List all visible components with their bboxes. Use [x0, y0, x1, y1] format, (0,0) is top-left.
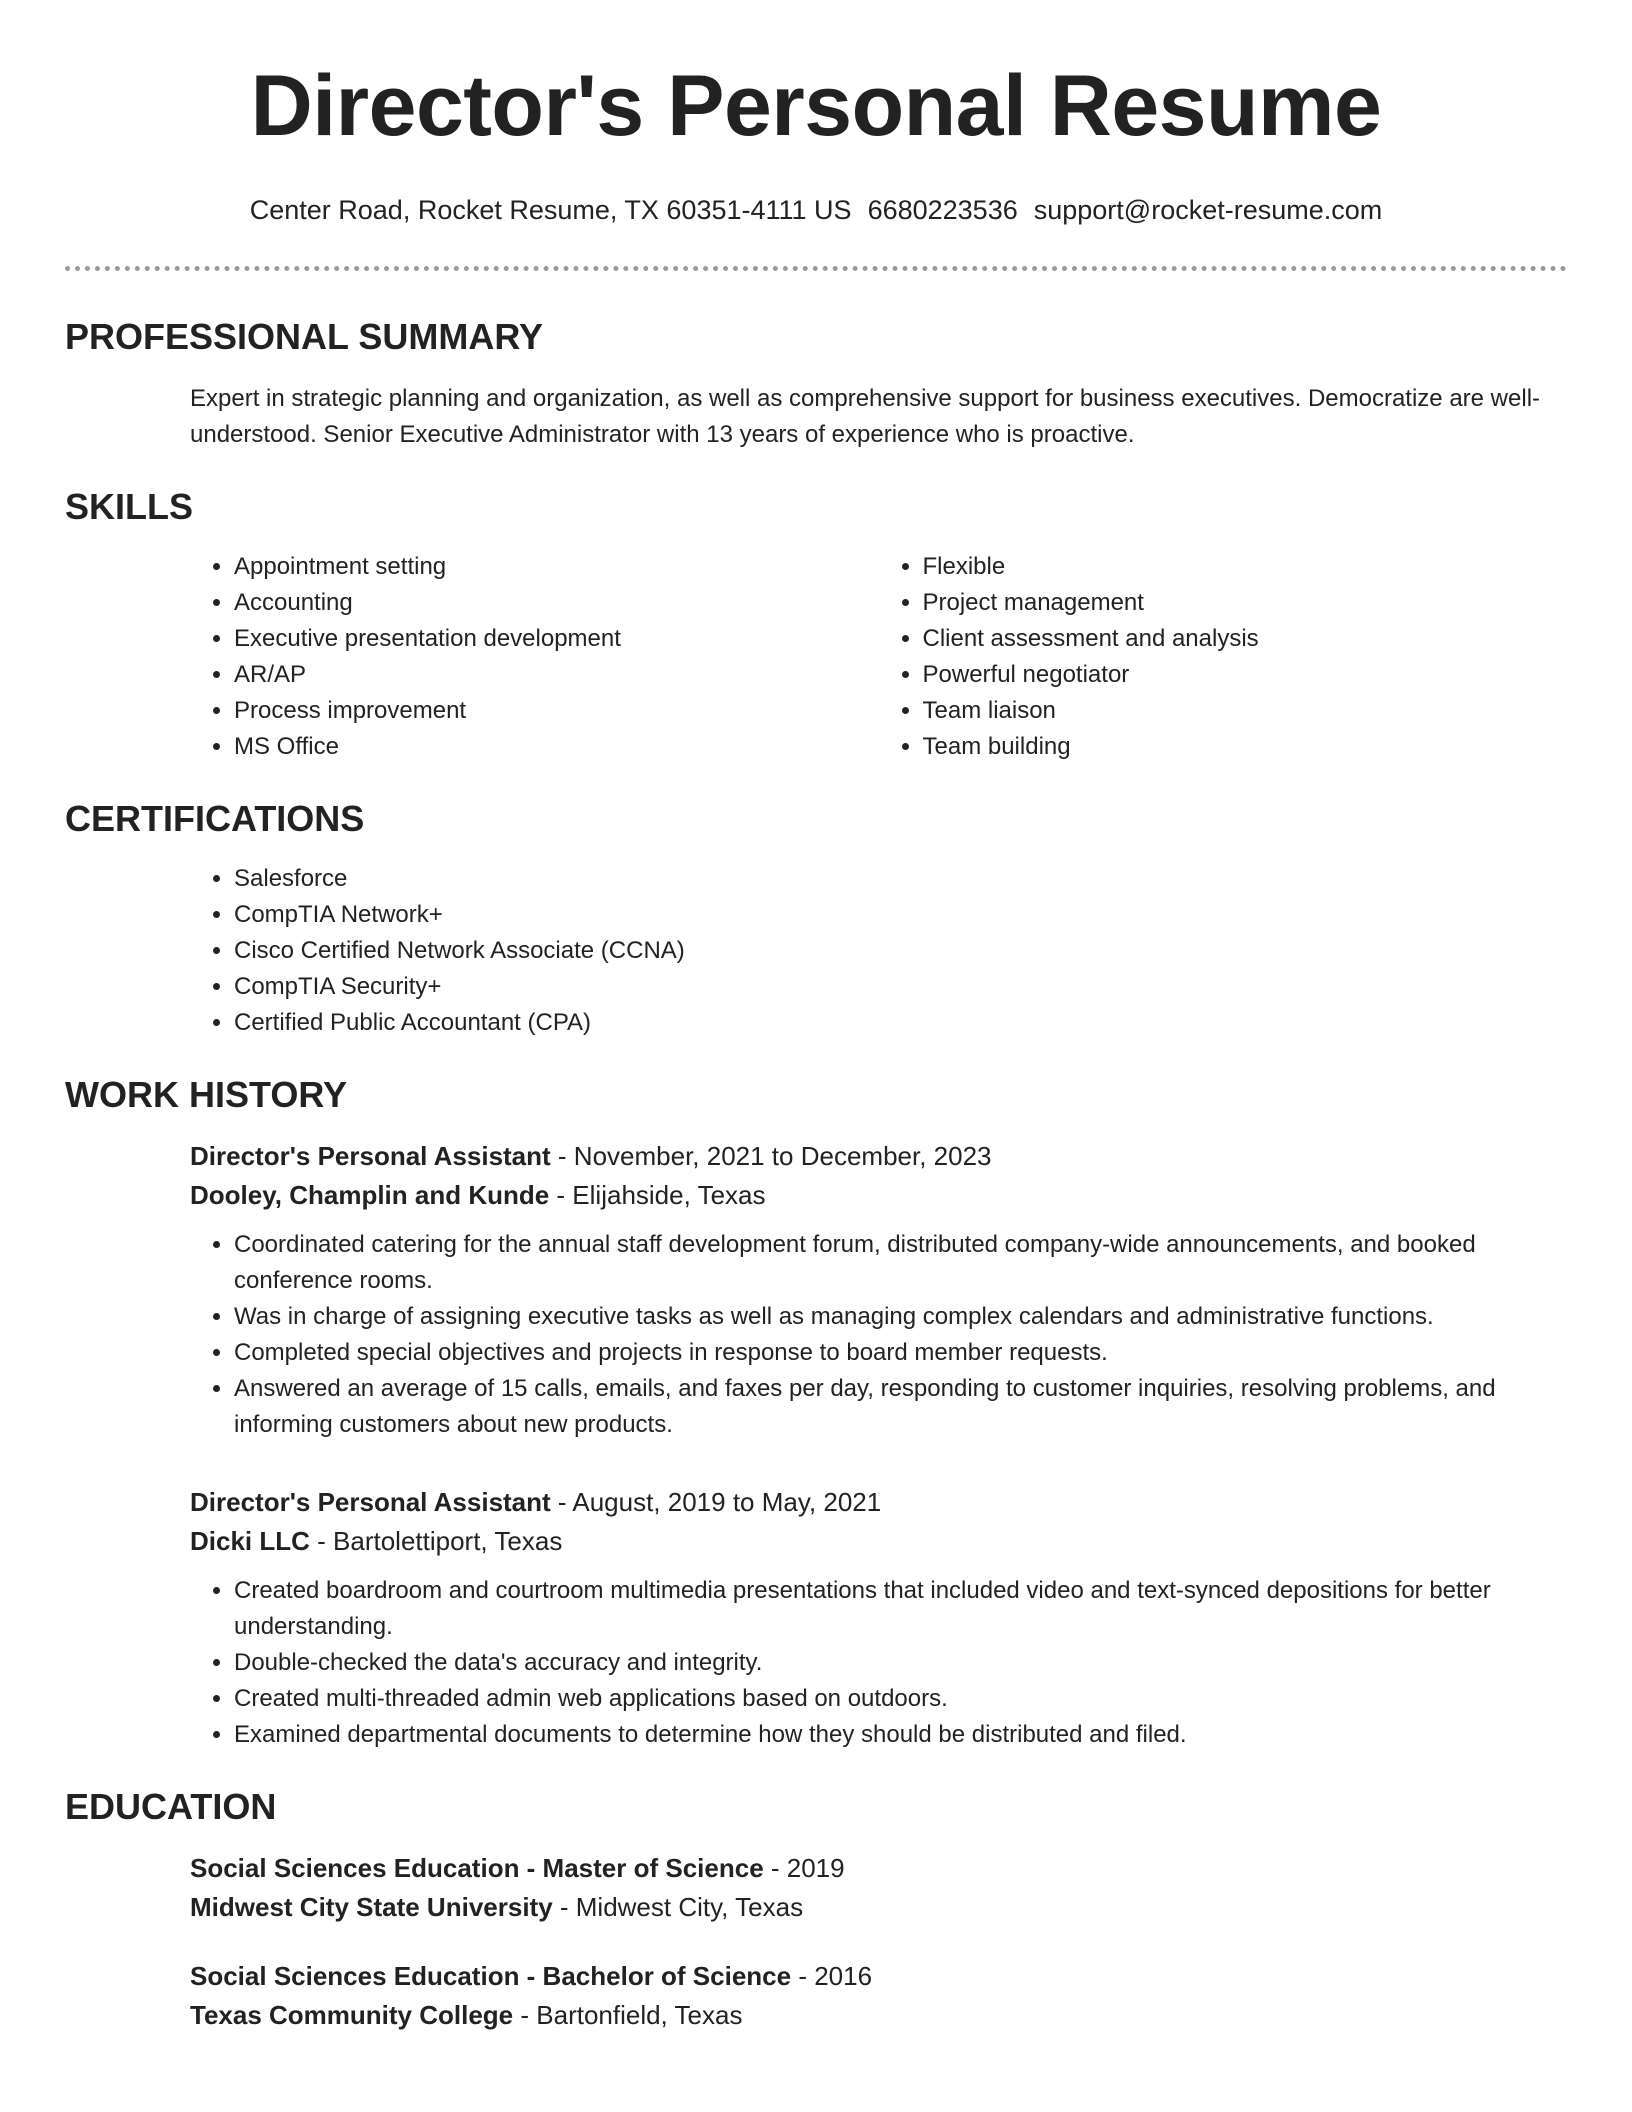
job-bullet: • Was in charge of assigning executive tasks as well as managing complex calendars and administrative functions.	[234, 1299, 1567, 1335]
education-entry	[190, 1849, 1567, 1927]
resume-name: Director's Personal Resume	[250, 58, 1382, 154]
certification-item: • Certified Public Accountant (CPA)	[234, 1005, 1567, 1041]
job-bullets	[190, 1573, 1567, 1753]
skill-item: • Executive presentation development	[234, 621, 879, 657]
education-title: EDUCATION	[65, 1786, 277, 1827]
job-bullet: • Created multi-threaded admin web applications based on outdoors.	[234, 1681, 1567, 1717]
education-location: - Bartonfield, Texas	[513, 2000, 743, 2030]
skill-item: • Team building	[923, 729, 1568, 765]
skill-item: • Project management	[923, 585, 1568, 621]
skills-list-right	[879, 549, 1568, 765]
job-company-line	[190, 1176, 1567, 1215]
summary-section	[65, 315, 1567, 453]
education-degree-line	[190, 1849, 1567, 1888]
certification-item: • CompTIA Network+	[234, 897, 1567, 933]
education-degree: Social Sciences Education - Master of Science	[190, 1853, 764, 1883]
job-location: - Elijahside, Texas	[549, 1180, 766, 1210]
skills-section	[65, 485, 1567, 765]
skill-item: • Flexible	[923, 549, 1568, 585]
job-entry	[190, 1137, 1567, 1443]
education-degree-line	[190, 1957, 1567, 1996]
job-role: Director's Personal Assistant	[190, 1487, 551, 1517]
skill-item: • Team liaison	[923, 693, 1568, 729]
skill-item: • Accounting	[234, 585, 879, 621]
education-entry	[190, 1957, 1567, 2035]
job-bullet: • Double-checked the data's accuracy and integrity.	[234, 1645, 1567, 1681]
skills-title: SKILLS	[65, 486, 194, 527]
job-bullet: • Completed special objectives and projects in response to board member requests.	[234, 1335, 1567, 1371]
job-dates: - August, 2019 to May, 2021	[550, 1487, 882, 1517]
job-bullet: • Answered an average of 15 calls, emails, and faxes per day, responding to customer inquiries, resolving problems, and informing customers about new products.	[234, 1371, 1567, 1443]
summary-text: Expert in strategic planning and organization, as well as comprehensive support for business executives. Democratize are well-understood. Senior Executive Administrator with 13 years of experience who is proactive.	[190, 385, 1541, 448]
job-bullet: • Coordinated catering for the annual staff development forum, distributed company-wide announcements, and booked conference rooms.	[234, 1227, 1567, 1299]
contact-phone: 6680223536	[867, 195, 1018, 225]
contact-email: support@rocket-resume.com	[1033, 195, 1383, 225]
skills-list-left	[190, 549, 879, 765]
skill-item: • Process improvement	[234, 693, 879, 729]
skill-item: • AR/AP	[234, 657, 879, 693]
education-school-line	[190, 1996, 1567, 2035]
skill-item: • Client assessment and analysis	[923, 621, 1568, 657]
education-school: Midwest City State University	[190, 1892, 553, 1922]
education-year: - 2016	[791, 1961, 873, 1991]
job-company: Dooley, Champlin and Kunde	[190, 1180, 550, 1210]
education-location: - Midwest City, Texas	[552, 1892, 804, 1922]
job-role: Director's Personal Assistant	[190, 1141, 551, 1171]
certifications-section	[65, 797, 1567, 1041]
job-company: Dicki LLC	[190, 1526, 310, 1556]
work-history-section	[65, 1073, 1567, 1753]
job-location: - Bartolettiport, Texas	[309, 1526, 563, 1556]
job-role-line	[190, 1137, 1567, 1176]
skill-item: • Appointment setting	[234, 549, 879, 585]
job-entry	[190, 1483, 1567, 1753]
header-divider	[65, 266, 1567, 271]
education-degree: Social Sciences Education - Bachelor of Science	[190, 1961, 792, 1991]
certifications-title: CERTIFICATIONS	[65, 798, 365, 839]
job-bullet: • Examined departmental documents to determine how they should be distributed and filed.	[234, 1717, 1567, 1753]
certifications-list	[190, 861, 1567, 1041]
education-school-line	[190, 1888, 1567, 1927]
education-section	[65, 1785, 1567, 2035]
certification-item: • CompTIA Security+	[234, 969, 1567, 1005]
education-school: Texas Community College	[190, 2000, 514, 2030]
summary-title: PROFESSIONAL SUMMARY	[65, 316, 544, 357]
skill-item: • MS Office	[234, 729, 879, 765]
certification-item: • Cisco Certified Network Associate (CCNA)	[234, 933, 1567, 969]
education-year: - 2019	[763, 1853, 845, 1883]
job-role-line	[190, 1483, 1567, 1522]
skills-grid	[190, 549, 1567, 765]
job-bullet: • Created boardroom and courtroom multimedia presentations that included video and text-synced depositions for better understanding.	[234, 1573, 1567, 1645]
contact-address: Center Road, Rocket Resume, TX 60351-4111 US	[249, 195, 852, 225]
job-dates: - November, 2021 to December, 2023	[550, 1141, 992, 1171]
job-company-line	[190, 1522, 1567, 1561]
skill-item: • Powerful negotiator	[923, 657, 1568, 693]
contact-line	[65, 192, 1567, 228]
job-bullets	[190, 1227, 1567, 1443]
work-history-title: WORK HISTORY	[65, 1074, 348, 1115]
certification-item: • Salesforce	[234, 861, 1567, 897]
